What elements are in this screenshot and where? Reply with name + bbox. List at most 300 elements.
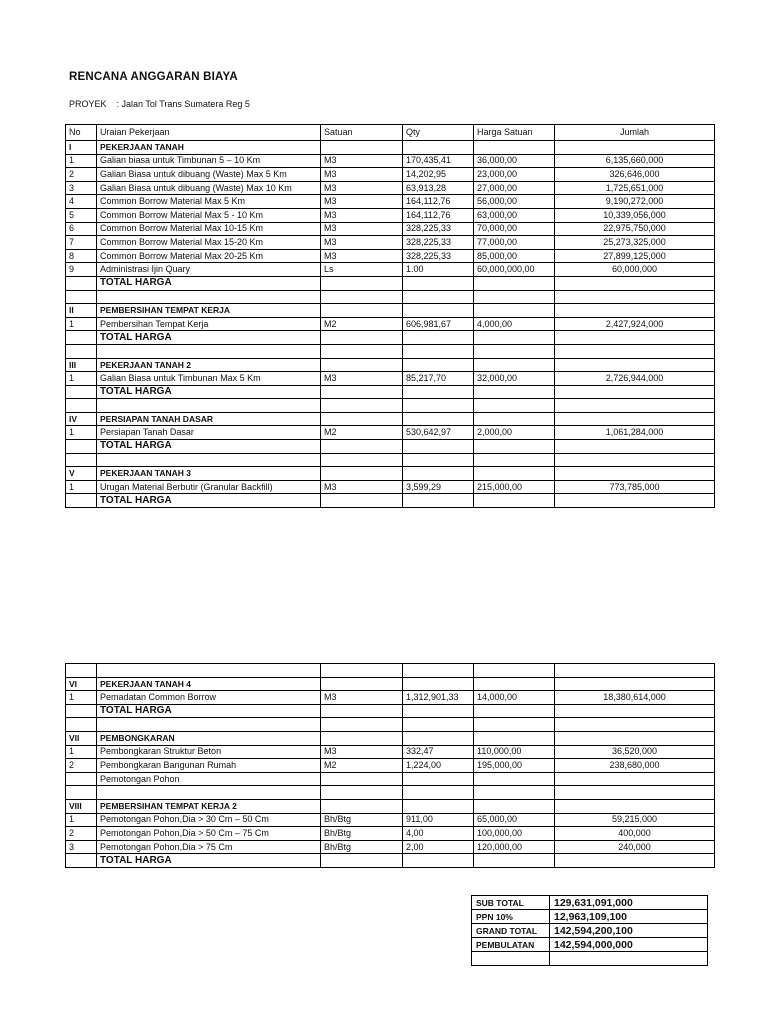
table-row xyxy=(66,691,715,705)
cell-satuan xyxy=(321,854,403,868)
cell-uraian: PEMBERSIHAN TEMPAT KERJA xyxy=(97,304,321,318)
cell-harga-satuan xyxy=(474,664,555,678)
table-row xyxy=(66,290,715,304)
cell-harga-satuan xyxy=(474,399,555,413)
cell-qty: 911,00 xyxy=(403,813,474,827)
cell-harga-satuan xyxy=(474,358,555,372)
cell-harga-satuan: 27,000,00 xyxy=(474,181,555,195)
cell-no: IV xyxy=(66,412,97,426)
cell-no: 1 xyxy=(66,154,97,168)
cell-jumlah xyxy=(555,786,715,800)
cell-no: 4 xyxy=(66,195,97,209)
cell-qty xyxy=(403,854,474,868)
cell-uraian: TOTAL HARGA xyxy=(97,385,321,399)
table-row xyxy=(66,745,715,759)
cell-qty: 328,225,33 xyxy=(403,249,474,263)
cell-qty xyxy=(403,276,474,290)
cell-jumlah: 22,975,750,000 xyxy=(555,222,715,236)
cell-uraian: Common Borrow Material Max 5 - 10 Km xyxy=(97,208,321,222)
cell-no: II xyxy=(66,304,97,318)
table-row xyxy=(66,813,715,827)
cell-qty: 328,225,33 xyxy=(403,236,474,250)
cell-uraian: Urugan Material Berbutir (Granular Backfill) xyxy=(97,480,321,494)
table-row xyxy=(66,718,715,732)
table-row xyxy=(66,317,715,331)
cell-uraian xyxy=(97,344,321,358)
cell-satuan xyxy=(321,141,403,155)
cell-qty: 328,225,33 xyxy=(403,222,474,236)
cell-no xyxy=(66,453,97,467)
cell-qty: 14,202,95 xyxy=(403,168,474,182)
cell-no xyxy=(66,290,97,304)
summary-label: GRAND TOTAL xyxy=(472,924,550,938)
cell-harga-satuan xyxy=(474,731,555,745)
cell-uraian: Pembongkaran Bangunan Rumah xyxy=(97,759,321,773)
table-row xyxy=(66,759,715,773)
cell-harga-satuan xyxy=(474,453,555,467)
cell-qty: 63,913,28 xyxy=(403,181,474,195)
cell-harga-satuan xyxy=(474,141,555,155)
cell-jumlah: 238,680,000 xyxy=(555,759,715,773)
cell-harga-satuan: 23,000,00 xyxy=(474,168,555,182)
cell-harga-satuan xyxy=(474,677,555,691)
cell-satuan xyxy=(321,385,403,399)
table-row xyxy=(66,236,715,250)
cell-no: 1 xyxy=(66,372,97,386)
budget-table-page-2 xyxy=(65,663,715,868)
cell-satuan xyxy=(321,304,403,318)
cell-qty: 3,599,29 xyxy=(403,480,474,494)
project-line xyxy=(69,99,250,109)
cell-jumlah: 1,725,651,000 xyxy=(555,181,715,195)
cell-satuan xyxy=(321,467,403,481)
cell-no: 2 xyxy=(66,759,97,773)
table-row xyxy=(66,222,715,236)
cell-qty xyxy=(403,440,474,454)
cell-satuan xyxy=(321,399,403,413)
cell-uraian: Persiapan Tanah Dasar xyxy=(97,426,321,440)
cell-qty xyxy=(403,677,474,691)
cell-harga-satuan: 56,000,00 xyxy=(474,195,555,209)
cell-jumlah: 326,646,000 xyxy=(555,168,715,182)
cell-no: 1 xyxy=(66,813,97,827)
cell-jumlah: 773,785,000 xyxy=(555,480,715,494)
cell-jumlah xyxy=(555,304,715,318)
table-row xyxy=(66,249,715,263)
cell-jumlah xyxy=(555,453,715,467)
cell-satuan xyxy=(321,786,403,800)
section-row xyxy=(66,799,715,813)
cell-qty xyxy=(403,453,474,467)
cell-qty xyxy=(403,704,474,718)
cell-uraian: PEMBONGKARAN xyxy=(97,731,321,745)
cell-jumlah: 10,339,056,000 xyxy=(555,208,715,222)
cell-uraian: TOTAL HARGA xyxy=(97,854,321,868)
cell-uraian: PERSIAPAN TANAH DASAR xyxy=(97,412,321,426)
table-row xyxy=(66,181,715,195)
cell-uraian: Common Borrow Material Max 15-20 Km xyxy=(97,236,321,250)
cell-satuan: M3 xyxy=(321,745,403,759)
table-row xyxy=(66,840,715,854)
cell-harga-satuan xyxy=(474,412,555,426)
cell-jumlah xyxy=(555,664,715,678)
cell-no: 1 xyxy=(66,745,97,759)
table-row xyxy=(66,426,715,440)
cell-jumlah xyxy=(555,718,715,732)
cell-satuan: M3 xyxy=(321,208,403,222)
cell-uraian: Pemotongan Pohon,Dia > 30 Cm – 50 Cm xyxy=(97,813,321,827)
cell-harga-satuan xyxy=(474,718,555,732)
cell-jumlah: 36,520,000 xyxy=(555,745,715,759)
cell-no: V xyxy=(66,467,97,481)
cell-harga-satuan: 120,000,00 xyxy=(474,840,555,854)
budget-table-page-1 xyxy=(65,124,715,508)
cell-uraian: Pembongkaran Struktur Beton xyxy=(97,745,321,759)
section-row xyxy=(66,731,715,745)
cell-qty xyxy=(403,664,474,678)
cell-satuan: Bh/Btg xyxy=(321,827,403,841)
cell-satuan xyxy=(321,412,403,426)
cell-harga-satuan: 85,000,00 xyxy=(474,249,555,263)
cell-harga-satuan xyxy=(474,276,555,290)
cell-satuan xyxy=(321,731,403,745)
cell-no: 6 xyxy=(66,222,97,236)
summary-label: SUB TOTAL xyxy=(472,896,550,910)
cell-uraian: Galian Biasa untuk dibuang (Waste) Max 10 Km xyxy=(97,181,321,195)
cell-no: 7 xyxy=(66,236,97,250)
cell-satuan xyxy=(321,677,403,691)
cell-harga-satuan: 2,000,00 xyxy=(474,426,555,440)
cell-uraian: PEKERJAAN TANAH 2 xyxy=(97,358,321,372)
cell-jumlah xyxy=(555,399,715,413)
cell-uraian: Common Borrow Material Max 5 Km xyxy=(97,195,321,209)
cell-harga-satuan xyxy=(474,385,555,399)
cell-qty xyxy=(403,731,474,745)
cell-jumlah xyxy=(555,276,715,290)
cell-uraian xyxy=(97,786,321,800)
cell-no: 5 xyxy=(66,208,97,222)
table-row xyxy=(66,168,715,182)
cell-no: 9 xyxy=(66,263,97,277)
cell-no: VII xyxy=(66,731,97,745)
cell-uraian: PEKERJAAN TANAH 3 xyxy=(97,467,321,481)
cell-qty xyxy=(403,772,474,786)
cell-harga-satuan: 4,000,00 xyxy=(474,317,555,331)
cell-satuan: M3 xyxy=(321,168,403,182)
cell-jumlah xyxy=(555,467,715,481)
cell-no: 3 xyxy=(66,181,97,195)
cell-uraian: Pemotongan Pohon,Dia > 75 Cm xyxy=(97,840,321,854)
cell-harga-satuan: 77,000,00 xyxy=(474,236,555,250)
cell-harga-satuan xyxy=(474,786,555,800)
cell-satuan xyxy=(321,664,403,678)
cell-qty xyxy=(403,141,474,155)
cell-qty xyxy=(403,358,474,372)
summary-value: 142,594,000,000 xyxy=(550,938,708,952)
cell-no: III xyxy=(66,358,97,372)
cell-uraian: TOTAL HARGA xyxy=(97,276,321,290)
cell-harga-satuan: 65,000,00 xyxy=(474,813,555,827)
cell-no xyxy=(66,494,97,508)
section-row xyxy=(66,412,715,426)
cell-no: 1 xyxy=(66,480,97,494)
table-row xyxy=(66,263,715,277)
cell-qty: 1,312,901,33 xyxy=(403,691,474,705)
cell-qty: 164,112,76 xyxy=(403,208,474,222)
cell-uraian: Pemotongan Pohon xyxy=(97,772,321,786)
cell-jumlah: 59,215,000 xyxy=(555,813,715,827)
project-label: PROYEK xyxy=(69,99,107,109)
cell-jumlah xyxy=(555,772,715,786)
header-harga-satuan: Harga Satuan xyxy=(474,125,555,141)
cell-satuan xyxy=(321,276,403,290)
cell-uraian: Common Borrow Material Max 20-25 Km xyxy=(97,249,321,263)
cell-no xyxy=(66,786,97,800)
summary-row xyxy=(472,952,708,966)
cell-no: VI xyxy=(66,677,97,691)
cell-no: I xyxy=(66,141,97,155)
cell-harga-satuan xyxy=(474,304,555,318)
total-row xyxy=(66,854,715,868)
cell-uraian xyxy=(97,399,321,413)
cell-harga-satuan xyxy=(474,704,555,718)
cell-qty: 170,435,41 xyxy=(403,154,474,168)
header-qty: Qty xyxy=(403,125,474,141)
cell-uraian: Galian Biasa untuk dibuang (Waste) Max 5 Km xyxy=(97,168,321,182)
cell-satuan xyxy=(321,358,403,372)
cell-no: VIII xyxy=(66,799,97,813)
summary-label xyxy=(472,952,550,966)
summary-row xyxy=(472,924,708,938)
cell-uraian xyxy=(97,453,321,467)
cell-qty xyxy=(403,385,474,399)
table-row xyxy=(66,480,715,494)
cell-satuan: M2 xyxy=(321,426,403,440)
table-row xyxy=(66,664,715,678)
cell-uraian xyxy=(97,290,321,304)
summary-value: 142,594,200,100 xyxy=(550,924,708,938)
cell-harga-satuan xyxy=(474,440,555,454)
cell-no xyxy=(66,718,97,732)
cell-satuan: Bh/Btg xyxy=(321,840,403,854)
header-satuan: Satuan xyxy=(321,125,403,141)
cell-harga-satuan: 36,000,00 xyxy=(474,154,555,168)
cell-jumlah xyxy=(555,290,715,304)
cell-jumlah: 6,135,660,000 xyxy=(555,154,715,168)
cell-uraian: TOTAL HARGA xyxy=(97,704,321,718)
cell-harga-satuan: 215,000,00 xyxy=(474,480,555,494)
cell-qty: 1.00 xyxy=(403,263,474,277)
cell-jumlah xyxy=(555,412,715,426)
cell-satuan: M3 xyxy=(321,249,403,263)
cell-qty xyxy=(403,399,474,413)
cell-uraian: Common Borrow Material Max 10-15 Km xyxy=(97,222,321,236)
cell-qty xyxy=(403,290,474,304)
cell-qty: 164,112,76 xyxy=(403,195,474,209)
cell-jumlah xyxy=(555,141,715,155)
project-value: : Jalan Tol Trans Sumatera Reg 5 xyxy=(116,99,250,109)
cell-uraian: TOTAL HARGA xyxy=(97,331,321,345)
cell-satuan: M3 xyxy=(321,181,403,195)
cell-satuan: M3 xyxy=(321,222,403,236)
cell-harga-satuan: 110,000,00 xyxy=(474,745,555,759)
summary-row xyxy=(472,910,708,924)
cell-no xyxy=(66,704,97,718)
cell-no: 1 xyxy=(66,317,97,331)
section-row xyxy=(66,677,715,691)
total-row xyxy=(66,440,715,454)
cell-uraian: Galian biasa untuk Timbunan 5 – 10 Km xyxy=(97,154,321,168)
cell-harga-satuan: 100,000,00 xyxy=(474,827,555,841)
section-row xyxy=(66,141,715,155)
cell-uraian: PEKERJAAN TANAH 4 xyxy=(97,677,321,691)
cell-satuan: Ls xyxy=(321,263,403,277)
cell-satuan: M3 xyxy=(321,154,403,168)
cell-satuan: M2 xyxy=(321,317,403,331)
cell-satuan: M3 xyxy=(321,480,403,494)
cell-satuan xyxy=(321,772,403,786)
document-title: RENCANA ANGGARAN BIAYA xyxy=(69,71,238,83)
cell-uraian: Galian Biasa untuk Timbunan Max 5 Km xyxy=(97,372,321,386)
cell-harga-satuan xyxy=(474,344,555,358)
cell-qty xyxy=(403,412,474,426)
cell-satuan xyxy=(321,453,403,467)
cell-no xyxy=(66,854,97,868)
summary-value xyxy=(550,952,708,966)
table-row xyxy=(66,786,715,800)
section-row xyxy=(66,304,715,318)
total-row xyxy=(66,704,715,718)
table-row xyxy=(66,195,715,209)
cell-qty xyxy=(403,331,474,345)
cell-jumlah: 400,000 xyxy=(555,827,715,841)
summary-row xyxy=(472,896,708,910)
summary-label: PPN 10% xyxy=(472,910,550,924)
cell-satuan: M3 xyxy=(321,372,403,386)
cell-jumlah xyxy=(555,704,715,718)
cell-no xyxy=(66,385,97,399)
cell-qty: 4,00 xyxy=(403,827,474,841)
cell-harga-satuan xyxy=(474,290,555,304)
cell-qty xyxy=(403,786,474,800)
cell-jumlah xyxy=(555,854,715,868)
cell-satuan: M3 xyxy=(321,691,403,705)
cell-satuan xyxy=(321,344,403,358)
cell-no xyxy=(66,276,97,290)
cell-satuan: M2 xyxy=(321,759,403,773)
cell-jumlah: 18,380,614,000 xyxy=(555,691,715,705)
cell-jumlah: 240,000 xyxy=(555,840,715,854)
cell-jumlah xyxy=(555,331,715,345)
cell-no xyxy=(66,664,97,678)
cell-no: 2 xyxy=(66,168,97,182)
total-row xyxy=(66,276,715,290)
cell-jumlah xyxy=(555,344,715,358)
table-row xyxy=(66,344,715,358)
table-row xyxy=(66,399,715,413)
section-row xyxy=(66,467,715,481)
cell-harga-satuan: 60,000,000,00 xyxy=(474,263,555,277)
cell-no: 2 xyxy=(66,827,97,841)
section-row xyxy=(66,358,715,372)
cell-qty xyxy=(403,799,474,813)
header-jumlah: Jumlah xyxy=(555,125,715,141)
table-row xyxy=(66,372,715,386)
cell-jumlah: 2,726,944,000 xyxy=(555,372,715,386)
cell-qty xyxy=(403,467,474,481)
cell-satuan xyxy=(321,290,403,304)
cell-uraian: PEKERJAAN TANAH xyxy=(97,141,321,155)
cell-jumlah xyxy=(555,799,715,813)
cell-jumlah: 2,427,924,000 xyxy=(555,317,715,331)
summary-label: PEMBULATAN xyxy=(472,938,550,952)
cell-harga-satuan: 32,000,00 xyxy=(474,372,555,386)
cell-no: 3 xyxy=(66,840,97,854)
cell-uraian: Pembersihan Tempat Kerja xyxy=(97,317,321,331)
cell-harga-satuan xyxy=(474,854,555,868)
header-uraian: Uraian Pekerjaan xyxy=(97,125,321,141)
cell-qty xyxy=(403,304,474,318)
cell-qty: 2,00 xyxy=(403,840,474,854)
cell-no: 1 xyxy=(66,426,97,440)
cell-uraian xyxy=(97,664,321,678)
cell-satuan xyxy=(321,704,403,718)
cell-jumlah xyxy=(555,494,715,508)
summary-row xyxy=(472,938,708,952)
cell-satuan: Bh/Btg xyxy=(321,813,403,827)
cell-no xyxy=(66,440,97,454)
summary-value: 129,631,091,000 xyxy=(550,896,708,910)
table-row xyxy=(66,772,715,786)
cell-satuan xyxy=(321,331,403,345)
cell-jumlah xyxy=(555,385,715,399)
cell-qty: 530,642,97 xyxy=(403,426,474,440)
cell-jumlah xyxy=(555,731,715,745)
cell-jumlah: 27,899,125,000 xyxy=(555,249,715,263)
cell-uraian: TOTAL HARGA xyxy=(97,440,321,454)
cell-uraian: Administrasi Ijin Quary xyxy=(97,263,321,277)
cell-jumlah: 1,061,284,000 xyxy=(555,426,715,440)
cell-harga-satuan: 14,000,00 xyxy=(474,691,555,705)
table-row xyxy=(66,453,715,467)
cell-uraian: Pemotongan Pohon,Dia > 50 Cm – 75 Cm xyxy=(97,827,321,841)
cell-qty xyxy=(403,344,474,358)
cell-no xyxy=(66,331,97,345)
summary-table xyxy=(471,895,708,966)
cell-qty: 606,981,67 xyxy=(403,317,474,331)
total-row xyxy=(66,494,715,508)
table-row xyxy=(66,208,715,222)
cell-uraian xyxy=(97,718,321,732)
table-header-row xyxy=(66,125,715,141)
cell-harga-satuan xyxy=(474,331,555,345)
cell-no: 8 xyxy=(66,249,97,263)
cell-harga-satuan xyxy=(474,799,555,813)
total-row xyxy=(66,385,715,399)
cell-uraian: Pemadatan Common Borrow xyxy=(97,691,321,705)
cell-uraian: PEMBERSIHAN TEMPAT KERJA 2 xyxy=(97,799,321,813)
header-no: No xyxy=(66,125,97,141)
cell-no: 1 xyxy=(66,691,97,705)
cell-qty: 332,47 xyxy=(403,745,474,759)
cell-harga-satuan: 63,000,00 xyxy=(474,208,555,222)
cell-qty: 1,224,00 xyxy=(403,759,474,773)
summary-value: 12,963,109,100 xyxy=(550,910,708,924)
cell-satuan xyxy=(321,494,403,508)
cell-qty xyxy=(403,718,474,732)
cell-satuan: M3 xyxy=(321,236,403,250)
cell-no xyxy=(66,399,97,413)
